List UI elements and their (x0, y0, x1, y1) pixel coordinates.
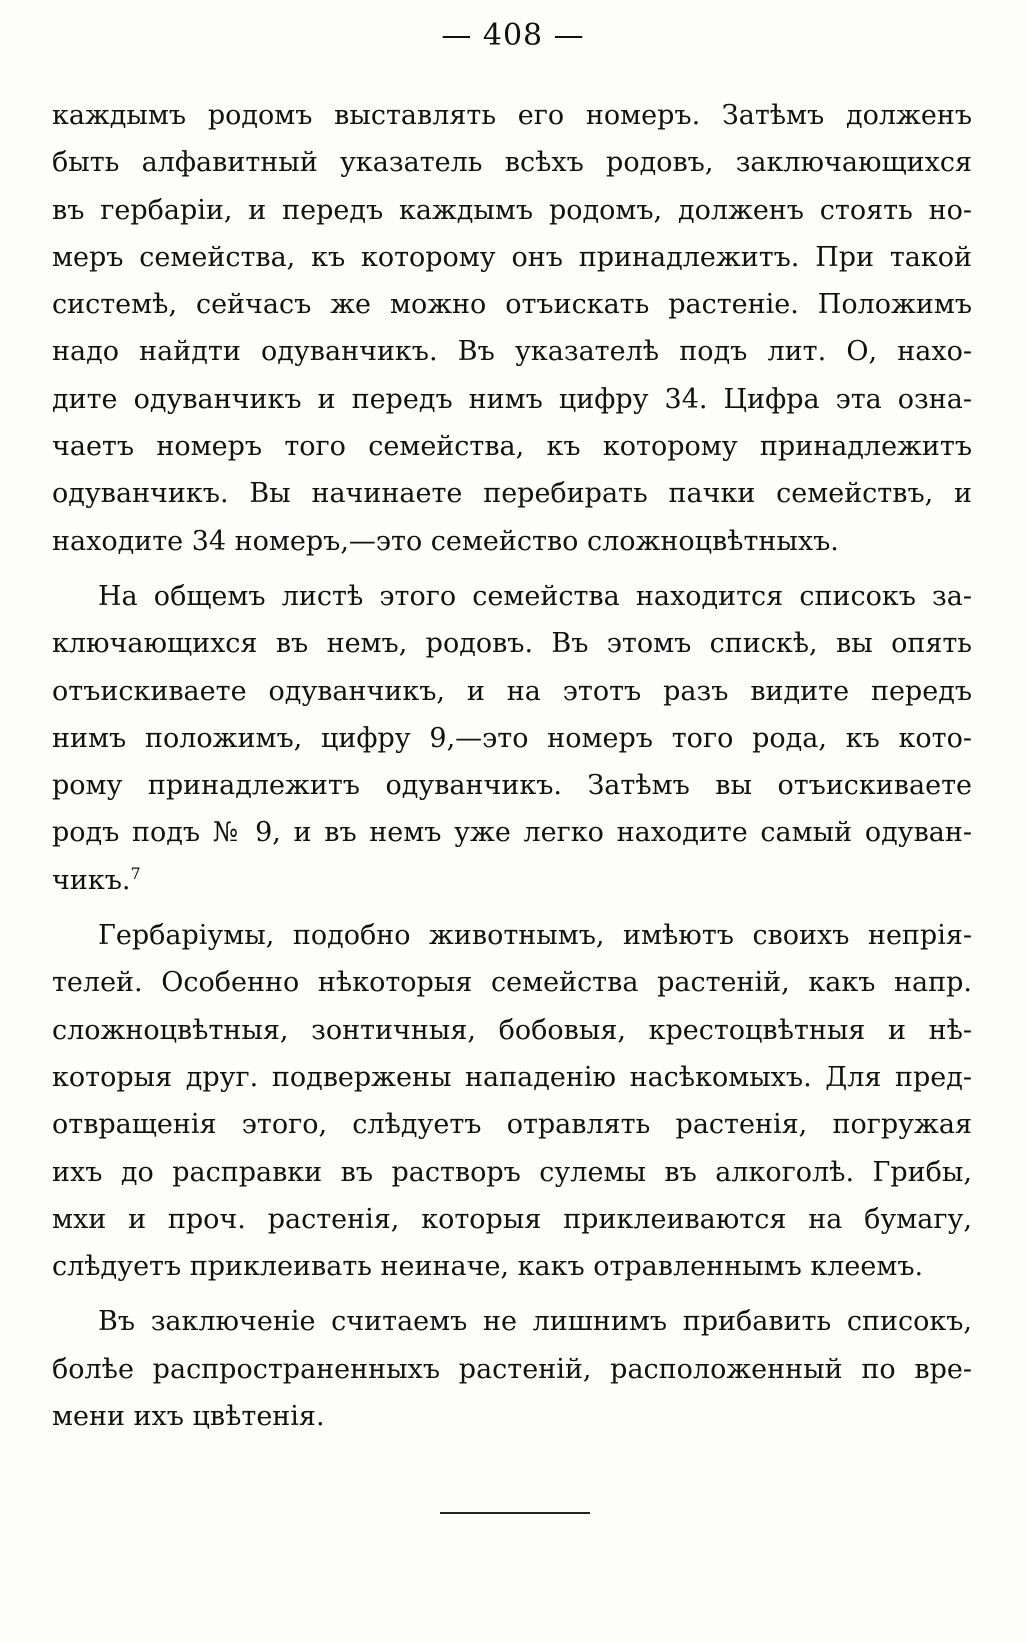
text-line: отъискиваете одуванчикъ, и на этотъ разъ видите передъ (52, 675, 972, 707)
text-line: болѣе распространенныхъ растеній, расположенный по вре- (52, 1353, 972, 1385)
page-number: — 408 — (441, 18, 585, 53)
body-text (52, 92, 972, 1440)
text-line: Въ заключеніе считаемъ не лишнимъ прибавить списокъ, (98, 1306, 972, 1338)
closing-rule (440, 1512, 590, 1514)
text-line: родъ подъ № 9, и въ немъ уже легко находите самый одуван- (52, 817, 972, 849)
paragraph-2 (52, 573, 972, 904)
text-line: мхи и проч. растенія, которыя приклеиваются на бумагу, (52, 1203, 972, 1235)
text-line: отвращенія этого, слѣдуетъ отравлять растенія, погружая (52, 1109, 972, 1141)
text-line: ключающихся въ немъ, родовъ. Въ этомъ спискѣ, вы опять (52, 628, 972, 660)
text-line: сложноцвѣтныя, зонтичныя, бобовыя, крестоцвѣтныя и нѣ- (52, 1014, 972, 1046)
text-line: надо найдти одуванчикъ. Въ указателѣ подъ лит. О, нахо- (52, 336, 972, 368)
text-line: системѣ, сейчасъ же можно отъискать растеніе. Положимъ (52, 289, 972, 321)
paragraph-3 (52, 912, 972, 1290)
paragraph-1 (52, 92, 972, 565)
text-line: въ гербаріи, и передъ каждымъ родомъ, долженъ стоять но- (52, 194, 972, 226)
text-line: быть алфавитный указатель всѣхъ родовъ, заключающихся (52, 147, 972, 179)
text-line: телей. Особенно нѣкоторыя семейства растеній, какъ напр. (52, 967, 972, 999)
text-line: Гербаріумы, подобно животнымъ, имѣютъ своихъ непрія- (98, 920, 972, 952)
text-line: каждымъ родомъ выставлять его номеръ. Затѣмъ долженъ (52, 100, 972, 131)
text-line: чикъ. (52, 864, 131, 896)
text-line: одуванчикъ. Вы начинаете перебирать пачки семействъ, и (52, 478, 972, 510)
footnote-marker: 7 (130, 863, 141, 883)
text-line: чаетъ номеръ того семейства, къ которому принадлежитъ (52, 431, 972, 463)
text-line: меръ семейства, къ которому онъ принадлежитъ. При такой (52, 241, 972, 273)
text-line: находите 34 номеръ,—это семейство сложноцвѣтныхъ. (52, 525, 839, 557)
text-line: дите одуванчикъ и передъ нимъ цифру 34. Цифра эта озна- (52, 383, 972, 415)
text-line: слѣдуетъ приклеивать неиначе, какъ отравленнымъ клеемъ. (52, 1251, 924, 1283)
text-line-with-footnote (52, 857, 972, 904)
text-line: На общемъ листѣ этого семейства находится списокъ за- (98, 580, 972, 612)
text-line: нимъ положимъ, цифру 9,—это номеръ того рода, къ кото- (52, 722, 972, 754)
text-line: рому принадлежитъ одуванчикъ. Затѣмъ вы отъискиваете (52, 770, 972, 802)
paragraph-4 (52, 1298, 972, 1440)
text-line: ихъ до расправки въ растворъ сулемы въ алкоголѣ. Грибы, (52, 1156, 972, 1188)
text-line: мени ихъ цвѣтенія. (52, 1401, 325, 1433)
text-line: которыя друг. подвержены нападенію насѣкомыхъ. Для пред- (52, 1061, 972, 1093)
